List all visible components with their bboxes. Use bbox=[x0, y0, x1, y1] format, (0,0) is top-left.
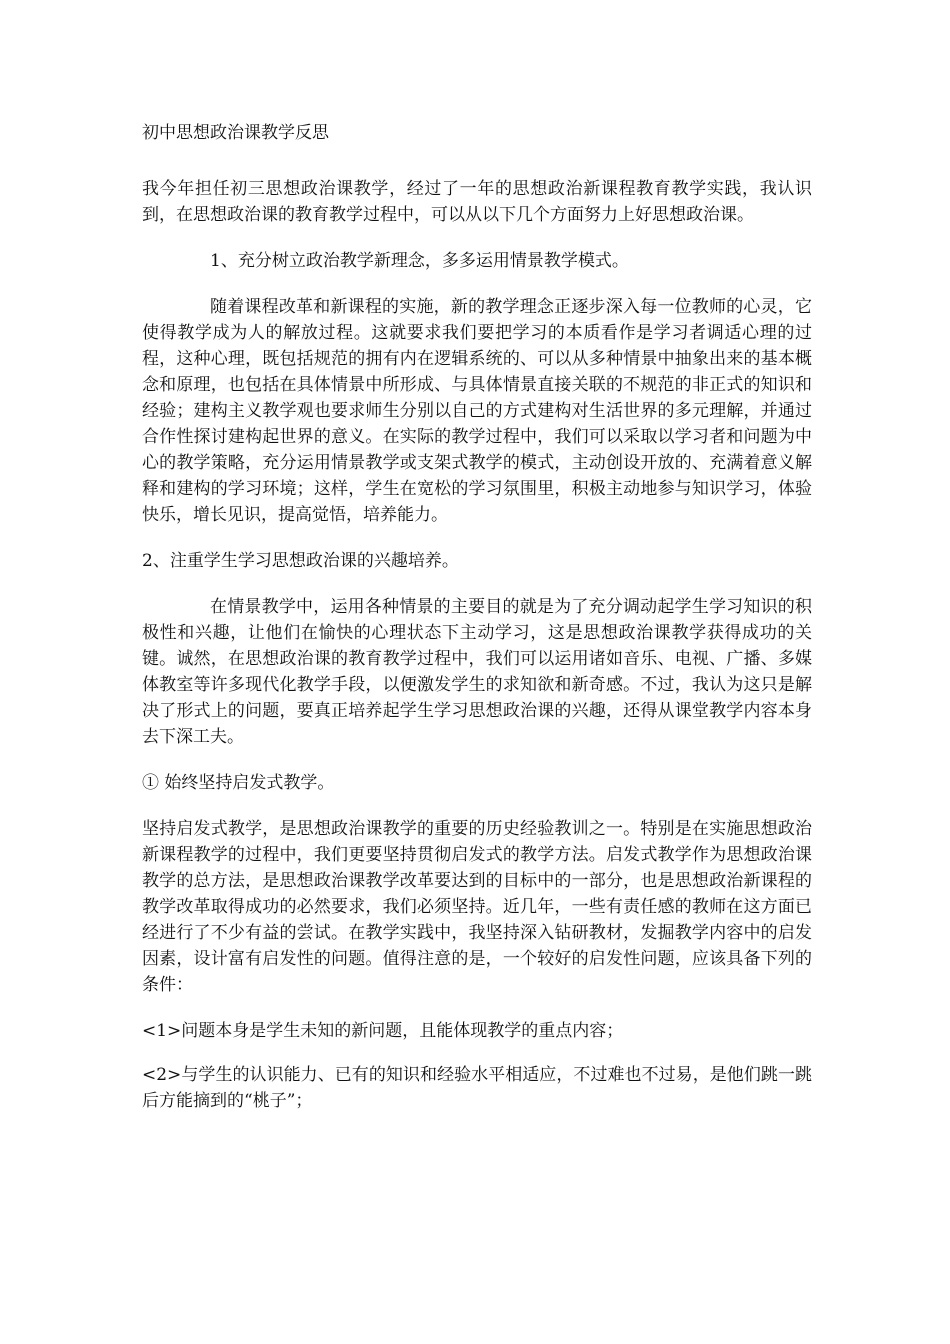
document-page bbox=[142, 120, 812, 1114]
section-heading-1: 1、充分树立政治教学新理念，多多运用情景教学模式。 bbox=[210, 251, 629, 271]
section-2-body: 在情景教学中，运用各种情景的主要目的就是为了充分调动起学生学习知识的积极性和兴趣，让他们在愉快的心理状态下主动学习，这是思想政治课教学获得成功的关键。诚然，在思想政治课的教育教学过程中，我们可以运用诸如音乐、电视、广播、多媒体教室等许多现代化教学手段，以便激发学生的求知欲和新奇感。不过，我认为这只是解决了形式上的问题，要真正培养起学生学习思想政治课的兴趣，还得从课堂教学内容本身去下深工夫。 bbox=[142, 597, 812, 747]
subsection-1-body: 坚持启发式教学，是思想政治课教学的重要的历史经验教训之一。特别是在实施思想政治新课程教学的过程中，我们更要坚持贯彻启发式的教学方法。启发式教学作为思想政治课教学的总方法，是思想政治课教学改革要达到的目标中的一部分，也是思想政治新课程的教学改革取得成功的必然要求，我们必须坚持。近几年，一些有责任感的教师在这方面已经进行了不少有益的尝试。在教学实践中，我坚持深入钻研教材，发掘教学内容中的启发因素，设计富有启发性的问题。值得注意的是，一个较好的启发性问题，应该具备下列的条件： bbox=[142, 819, 812, 995]
condition-item-2: <2>与学生的认识能力、已有的知识和经验水平相适应，不过难也不过易，是他们跳一跳后方能摘到的“桃子”； bbox=[142, 1065, 812, 1111]
subsection-heading-1: ① 始终坚持启发式教学。 bbox=[142, 773, 335, 793]
intro-paragraph: 我今年担任初三思想政治课教学，经过了一年的思想政治新课程教育教学实践，我认识到，在思想政治课的教育教学过程中，可以从以下几个方面努力上好思想政治课。 bbox=[142, 179, 812, 225]
section-heading-2: 2、注重学生学习思想政治课的兴趣培养。 bbox=[142, 551, 459, 571]
section-1-body: 随着课程改革和新课程的实施，新的教学理念正逐步深入每一位教师的心灵，它使得教学成为人的解放过程。这就要求我们要把学习的本质看作是学习者调适心理的过程，这种心理，既包括规范的拥有内在逻辑系统的、可以从多种情景中抽象出来的基本概念和原理，也包括在具体情景中所形成、与具体情景直接关联的不规范的非正式的知识和经验；建构主义教学观也要求师生分别以自己的方式建构对生活世界的多元理解，并通过合作性探讨建构起世界的意义。在实际的教学过程中，我们可以采取以学习者和问题为中心的教学策略，充分运用情景教学或支架式教学的模式，主动创设开放的、充满着意义解释和建构的学习环境；这样，学生在宽松的学习氛围里，积极主动地参与知识学习，体验快乐，增长见识，提高觉悟，培养能力。 bbox=[142, 297, 812, 525]
document-title: 初中思想政治课教学反思 bbox=[142, 123, 329, 143]
condition-item-1: <1>问题本身是学生未知的新问题，且能体现教学的重点内容； bbox=[142, 1021, 624, 1041]
